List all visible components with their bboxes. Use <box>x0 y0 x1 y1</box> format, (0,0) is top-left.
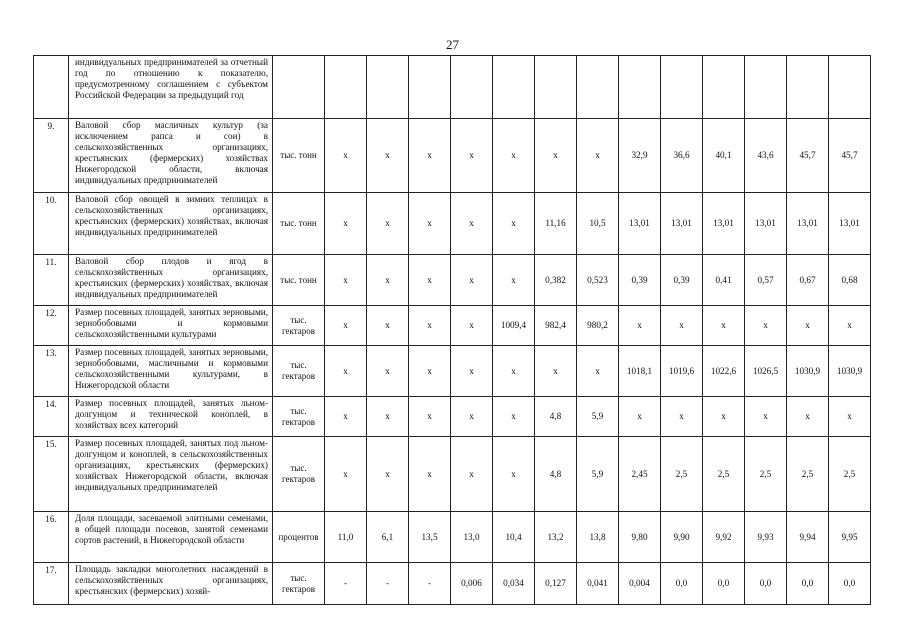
value-cell: 13,01 <box>829 193 871 255</box>
value-cell: x <box>367 397 409 437</box>
row-number: 16. <box>34 512 69 563</box>
unit-cell: тыс. гектаров <box>273 437 325 512</box>
value-cell: 13,2 <box>535 512 577 563</box>
value-cell <box>493 56 535 119</box>
value-cell: 0,0 <box>703 563 745 605</box>
value-cell: 1022,6 <box>703 346 745 397</box>
table-row <box>34 512 871 563</box>
value-cell <box>535 56 577 119</box>
row-number: 11. <box>34 255 69 306</box>
value-cell: 13,01 <box>703 193 745 255</box>
value-cell: x <box>619 306 661 346</box>
indicator-description: Валовой сбор масличных культур (за исключением рапса и сои) в сельскохозяйственных организациях, крестьянских (фермерских) хозяйствах Нижегородской области, включая индивидуальных предпринимателей <box>69 119 273 193</box>
indicator-description: Размер посевных площадей, занятых зерновыми, зернобобовыми, масличными и кормовыми сельскохозяйственными культурами, в Нижегородской области <box>69 346 273 397</box>
indicator-description: Размер посевных площадей, занятых зерновыми, зернобобовыми и кормовыми сельскохозяйственными культурами <box>69 306 273 346</box>
row-number: 17. <box>34 563 69 605</box>
value-cell: 6,1 <box>367 512 409 563</box>
value-cell: 4,8 <box>535 437 577 512</box>
value-cell: x <box>493 193 535 255</box>
value-cell: - <box>325 563 367 605</box>
value-cell: 32,9 <box>619 119 661 193</box>
table-row <box>34 563 871 605</box>
value-cell: x <box>451 306 493 346</box>
value-cell: 13,01 <box>661 193 703 255</box>
unit-cell: тыс. гектаров <box>273 306 325 346</box>
value-cell: 0,67 <box>787 255 829 306</box>
indicator-description: Валовой сбор овощей в зимних теплицах в сельскохозяйственных организациях, крестьянских (фермерских) хозяйствах, включая индивидуальных предпринимателей <box>69 193 273 255</box>
table-row <box>34 306 871 346</box>
value-cell <box>703 56 745 119</box>
value-cell <box>661 56 703 119</box>
value-cell: x <box>409 306 451 346</box>
value-cell: x <box>829 306 871 346</box>
value-cell: 1009,4 <box>493 306 535 346</box>
value-cell: x <box>367 119 409 193</box>
value-cell: x <box>577 346 619 397</box>
value-cell: x <box>409 397 451 437</box>
value-cell: 13,01 <box>619 193 661 255</box>
indicator-description: Размер посевных площадей, занятых под льном-долгунцом и коноплей, в сельскохозяйственных организациях, крестьянских (фермерских) хозяйствах Нижегородской области, включая индивидуальных предпринимателей <box>69 437 273 512</box>
value-cell: 4,8 <box>535 397 577 437</box>
value-cell: 2,5 <box>787 437 829 512</box>
value-cell: x <box>535 119 577 193</box>
value-cell: x <box>661 306 703 346</box>
value-cell: 1030,9 <box>829 346 871 397</box>
value-cell: x <box>367 193 409 255</box>
value-cell: x <box>409 193 451 255</box>
value-cell <box>409 56 451 119</box>
row-number: 14. <box>34 397 69 437</box>
value-cell: x <box>325 346 367 397</box>
table-row <box>34 193 871 255</box>
value-cell: x <box>745 306 787 346</box>
table-row <box>34 255 871 306</box>
indicator-description: Размер посевных площадей, занятых льном-долгунцом и технической коноплей, в хозяйствах всех категорий <box>69 397 273 437</box>
value-cell <box>829 56 871 119</box>
table-row <box>34 346 871 397</box>
row-number-cell <box>34 56 69 119</box>
unit-cell <box>273 56 325 119</box>
value-cell: 0,41 <box>703 255 745 306</box>
value-cell: 1026,5 <box>745 346 787 397</box>
table-row <box>34 119 871 193</box>
value-cell: x <box>493 437 535 512</box>
value-cell: 45,7 <box>829 119 871 193</box>
value-cell: x <box>451 255 493 306</box>
value-cell: 0,127 <box>535 563 577 605</box>
unit-cell: тыс. гектаров <box>273 346 325 397</box>
value-cell: x <box>367 437 409 512</box>
value-cell: 0,034 <box>493 563 535 605</box>
value-cell: 0,68 <box>829 255 871 306</box>
value-cell: 9,94 <box>787 512 829 563</box>
value-cell: 10,4 <box>493 512 535 563</box>
table-row <box>34 397 871 437</box>
value-cell: 0,57 <box>745 255 787 306</box>
value-cell: x <box>409 437 451 512</box>
value-cell: 2,5 <box>829 437 871 512</box>
value-cell <box>745 56 787 119</box>
value-cell: x <box>451 119 493 193</box>
value-cell: 0,382 <box>535 255 577 306</box>
value-cell: 980,2 <box>577 306 619 346</box>
value-cell: 9,90 <box>661 512 703 563</box>
value-cell: 43,6 <box>745 119 787 193</box>
value-cell: x <box>325 119 367 193</box>
indicator-description: Валовой сбор плодов и ягод в сельскохозяйственных организациях, крестьянских (фермерских) хозяйствах, включая индивидуальных предпринимателей <box>69 255 273 306</box>
value-cell: 1018,1 <box>619 346 661 397</box>
row-number: 12. <box>34 306 69 346</box>
value-cell: 2,45 <box>619 437 661 512</box>
value-cell: 1019,6 <box>661 346 703 397</box>
value-cell: x <box>829 397 871 437</box>
value-cell: - <box>409 563 451 605</box>
value-cell <box>451 56 493 119</box>
indicators-table <box>33 55 871 605</box>
value-cell <box>367 56 409 119</box>
value-cell: x <box>451 397 493 437</box>
row-number: 13. <box>34 346 69 397</box>
value-cell: x <box>367 346 409 397</box>
indicator-description: Площадь закладки многолетних насаждений в сельскохозяйственных организациях, крестьянских (фермерских) хозяй- <box>69 563 273 605</box>
value-cell: x <box>619 397 661 437</box>
value-cell: x <box>409 346 451 397</box>
value-cell: 13,5 <box>409 512 451 563</box>
value-cell: x <box>493 346 535 397</box>
value-cell: x <box>493 397 535 437</box>
value-cell: 0,0 <box>661 563 703 605</box>
value-cell: x <box>535 346 577 397</box>
unit-cell: тыс. тонн <box>273 255 325 306</box>
row-number: 15. <box>34 437 69 512</box>
value-cell: x <box>325 255 367 306</box>
value-cell: 13,8 <box>577 512 619 563</box>
row-number: 10. <box>34 193 69 255</box>
value-cell: x <box>493 119 535 193</box>
unit-cell: тыс. тонн <box>273 119 325 193</box>
value-cell: 2,5 <box>745 437 787 512</box>
value-cell: 0,0 <box>787 563 829 605</box>
value-cell: x <box>367 306 409 346</box>
value-cell: x <box>325 193 367 255</box>
value-cell: 9,93 <box>745 512 787 563</box>
value-cell: 40,1 <box>703 119 745 193</box>
value-cell: 0,004 <box>619 563 661 605</box>
value-cell: x <box>577 119 619 193</box>
row-number: 9. <box>34 119 69 193</box>
unit-cell: процентов <box>273 512 325 563</box>
value-cell: 45,7 <box>787 119 829 193</box>
value-cell: 11,16 <box>535 193 577 255</box>
value-cell: 0,006 <box>451 563 493 605</box>
value-cell: 13,01 <box>787 193 829 255</box>
value-cell: 0,0 <box>745 563 787 605</box>
value-cell: 982,4 <box>535 306 577 346</box>
value-cell: 5,9 <box>577 437 619 512</box>
value-cell: x <box>451 346 493 397</box>
value-cell: x <box>787 397 829 437</box>
unit-cell: тыс. гектаров <box>273 563 325 605</box>
value-cell: 2,5 <box>661 437 703 512</box>
value-cell: 0,0 <box>829 563 871 605</box>
value-cell: x <box>451 193 493 255</box>
value-cell: 9,92 <box>703 512 745 563</box>
value-cell: x <box>409 119 451 193</box>
value-cell: x <box>493 255 535 306</box>
value-cell: 36,6 <box>661 119 703 193</box>
value-cell: x <box>409 255 451 306</box>
value-cell: x <box>661 397 703 437</box>
value-cell: 10,5 <box>577 193 619 255</box>
page-number: 27 <box>446 37 459 52</box>
value-cell: 0,39 <box>661 255 703 306</box>
value-cell: x <box>367 255 409 306</box>
value-cell: 13,01 <box>745 193 787 255</box>
indicator-description: Доля площади, засеваемой элитными семенами, в общей площади посевов, занятой семенами сортов растений, в Нижегородской области <box>69 512 273 563</box>
value-cell: - <box>367 563 409 605</box>
value-cell: x <box>451 437 493 512</box>
unit-cell: тыс. тонн <box>273 193 325 255</box>
value-cell: 0,523 <box>577 255 619 306</box>
indicator-description: индивидуальных предпринимателей за отчетный год по отношению к показателю, предусмотренному соглашением с субъектом Российской Федерации за предыдущий год <box>69 56 273 119</box>
value-cell: 5,9 <box>577 397 619 437</box>
value-cell <box>325 56 367 119</box>
value-cell: 13,0 <box>451 512 493 563</box>
value-cell: x <box>787 306 829 346</box>
value-cell: x <box>325 437 367 512</box>
value-cell: x <box>325 306 367 346</box>
value-cell: x <box>703 306 745 346</box>
value-cell: x <box>745 397 787 437</box>
value-cell: x <box>703 397 745 437</box>
unit-cell: тыс. гектаров <box>273 397 325 437</box>
value-cell: 11,0 <box>325 512 367 563</box>
value-cell: 2,5 <box>703 437 745 512</box>
value-cell: x <box>325 397 367 437</box>
value-cell: 0,39 <box>619 255 661 306</box>
value-cell <box>619 56 661 119</box>
value-cell: 9,80 <box>619 512 661 563</box>
value-cell: 9,95 <box>829 512 871 563</box>
table-row-continuation <box>34 56 871 119</box>
value-cell <box>787 56 829 119</box>
table-row <box>34 437 871 512</box>
value-cell <box>577 56 619 119</box>
value-cell: 1030,9 <box>787 346 829 397</box>
value-cell: 0,041 <box>577 563 619 605</box>
